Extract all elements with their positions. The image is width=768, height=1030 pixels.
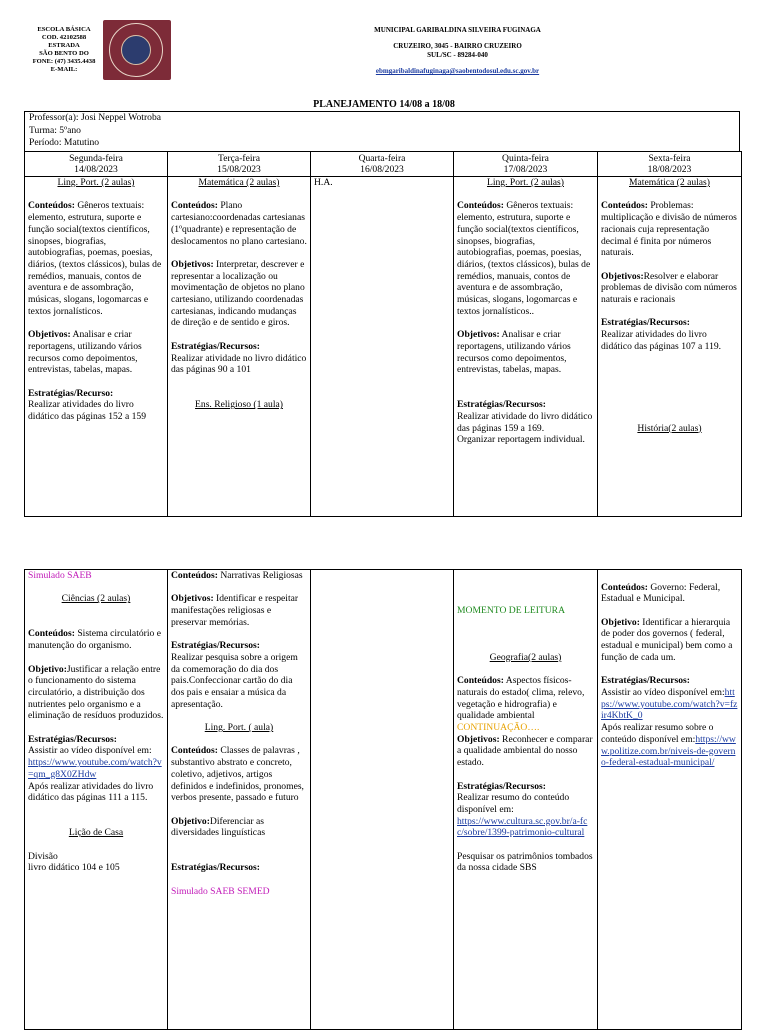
subject-title: Ling. Port. ( aula) <box>204 722 274 734</box>
school-line: ESCOLA BÁSICA <box>37 26 91 33</box>
homework-title: Lição de Casa <box>68 827 124 839</box>
day-header-monday: Segunda-feira 14/08/2023 <box>25 152 168 177</box>
reading-moment: MOMENTO DE LEITURA <box>457 605 566 617</box>
subject-title: Ens. Religioso (1 aula) <box>195 399 283 411</box>
strategies-label: Estratégias/Recursos: <box>171 862 260 874</box>
monday-cell <box>25 177 168 517</box>
objectives: Objetivos: Interpretar, descrever e representar a localização ou movimentação de objetos no plano cartesiano, utilizando coordenadas cartesianas, indicando mudanças de direção e de sentido e giros. <box>171 258 305 329</box>
schedule-table-page1 <box>24 151 742 517</box>
friday-cell <box>598 177 742 517</box>
municipal-info <box>300 26 615 76</box>
thursday-cell <box>454 177 598 517</box>
video-link[interactable]: https://www.youtube.com/watch?v=qm_g8X0ZHdw <box>28 757 162 780</box>
resource-link[interactable]: https://www.politize.com.br/niveis-de-governo-federal-estadual-municipal/ <box>601 733 736 769</box>
school-logo <box>103 20 171 80</box>
subject-title: Geografia(2 aulas) <box>489 651 562 663</box>
strategies: Realizar atividade do livro didático das páginas 159 a 169. <box>457 411 593 434</box>
tuesday-cell <box>168 177 311 517</box>
period: Período: Matutino <box>29 137 100 148</box>
strategies-extra: Pesquisar os patrimônios tombados da nossa cidade SBS <box>457 850 593 874</box>
strategies-label: Estratégias/Recursos: <box>457 780 546 792</box>
thursday-cell <box>454 570 598 1030</box>
objectives: Objetivos: Analisar e criar reportagens, utilizando vários recursos como depoimentos, entrevistas, tabelas, mapas. <box>28 329 142 376</box>
homework-pages: livro didático 104 e 105 <box>28 862 120 874</box>
strategies: Realizar pesquisa sobre a origem da comemoração do dia dos pais.Confeccionar cartão do dia dos pais e ensaiar a música da apresentação. <box>171 651 298 710</box>
resource-link[interactable]: https://www.cultura.sc.gov.br/a-fcc/sobre/1399-patrimonio-cultural <box>457 815 588 839</box>
subject-title: Matemática (2 aulas) <box>198 177 280 188</box>
contents: Conteúdos: Narrativas Religiosas <box>171 570 303 581</box>
strategies-extra: Após realizar atividades do livro didático das páginas 111 a 115. <box>28 780 154 804</box>
strategies-label: Estratégias/Recursos: <box>601 675 690 687</box>
contents: Conteúdos: Governo: Federal, Estadual e Municipal. <box>601 581 721 605</box>
school-line: FONE: (47) 3435.4438 <box>32 58 96 66</box>
strategies: Realizar atividades do livro didático das páginas 107 a 119. <box>601 329 722 352</box>
strategies-label: Estratégias/Recursos: <box>457 399 546 411</box>
day-header-tuesday: Terça-feira 15/08/2023 <box>168 152 311 177</box>
objectives: Objetivo: Identificar a hierarquia de poder dos governos ( federal, estadual e municipal) bem como a função de cada um. <box>601 616 733 663</box>
day-header-thursday: Quinta-feira 17/08/2023 <box>454 152 598 177</box>
municipal-city: SUL/SC - 89284-040 <box>427 51 488 60</box>
objectives: Objetivo:Justificar a relação entre o funcionamento do sistema circulatório, a distribuição dos nutrientes pelo organismo e a eliminação de resíduos produzidos. <box>28 663 164 722</box>
objectives: Objetivos: Analisar e criar reportagens, utilizando vários recursos como depoimentos, entrevistas, tabelas, mapas. <box>457 329 571 376</box>
day-header-wednesday: Quarta-feira 16/08/2023 <box>311 152 454 177</box>
continuation-note: CONTINUAÇÃO…. <box>457 722 540 734</box>
contents: Conteúdos: Gêneros textuais: elemento, estrutura, suporte e função social(textos científicos, sinopses, biografias, autobiografias, poemas, poesias, diários, (textos clássicos), bulas de remédios, manuais, contos de aventura e de assombração, músicas, slogans, logomarcas e textos jornalísticos.. <box>457 200 591 317</box>
strategies-label: Estratégias/Recurso: <box>28 387 114 399</box>
objectives: Objetivos: Reconhecer e comparar a qualidade ambiental do nosso estado. <box>457 733 593 769</box>
strategies: Assistir ao vídeo disponível em: <box>28 745 152 757</box>
homework-topic: Divisão <box>28 850 58 862</box>
objectives: Objetivos: Identificar e respeitar manifestações religiosas e preservar memórias. <box>171 593 299 628</box>
subject-title: Ciências (2 aulas) <box>61 593 131 605</box>
strategies: Realizar resumo do conteúdo disponível em: <box>457 792 570 815</box>
lessons-row <box>25 570 742 1030</box>
school-line: E-MAIL: <box>50 66 78 74</box>
school-line: SÃO BENTO DO <box>39 50 89 58</box>
logo-books-icon <box>121 35 151 65</box>
schedule-table-page2 <box>24 569 742 1030</box>
strategies-label: Estratégias/Recursos: <box>171 640 260 652</box>
teacher: Professor(a): Josi Neppel Wotroba <box>29 112 162 123</box>
objectives: Objetivo:Diferenciar as diversidades linguísticas <box>171 815 266 839</box>
contents: Conteúdos: Classes de palavras , substantivo abstrato e concreto, coletivo, adjetivos, artigos definidos e indefinidos, pronomes, verbos presente, passado e futuro <box>171 745 304 804</box>
strategies-extra: Organizar reportagem individual. <box>457 434 585 446</box>
school-info <box>22 26 106 74</box>
class-name: Turma: 5ºano <box>29 124 81 136</box>
strategies-label: Estratégias/Recursos: <box>601 317 690 329</box>
lessons-row <box>25 177 742 517</box>
monday-cell <box>25 570 168 1030</box>
planning-hours: H.A. <box>314 177 333 188</box>
school-line: COD. 42102588 <box>41 34 87 42</box>
subject-title: Ling. Port. (2 aulas) <box>57 177 135 188</box>
simulado-note: Simulado SAEB <box>28 570 92 581</box>
strategies: Assistir ao vídeo disponível em:https://www.youtube.com/watch?v=fzir4KbtK_0 <box>601 686 738 722</box>
days-header-row <box>25 152 742 177</box>
subject-title: Ling. Port. (2 aulas) <box>486 177 564 188</box>
tuesday-cell <box>168 570 311 1030</box>
school-line: ESTRADA <box>48 42 80 50</box>
class-info <box>24 111 740 151</box>
strategies-extra: Após realizar resumo sobre o conteúdo disponível em:https://www.politize.com.br/niveis-de-governo-federal-estadual-municipal/ <box>601 722 736 769</box>
wednesday-cell <box>311 570 454 1030</box>
strategies-label: Estratégias/Recursos: <box>28 733 117 745</box>
contents: Conteúdos: Plano cartesiano:coordenadas cartesianas (1ºquadrante) e representação de deslocamentos no plano cartesiano. <box>171 200 307 247</box>
strategies-label: Estratégias/Recursos: <box>171 340 260 352</box>
day-header-friday: Sexta-feira 18/08/2023 <box>598 152 742 177</box>
contents: Conteúdos: Aspectos físicos-naturais do estado( clima, relevo, vegetação e hidrografia) e qualidade ambiental <box>457 675 585 722</box>
contents: Conteúdos: Sistema circulatório e manutenção do organismo. <box>28 628 161 652</box>
plan-title: PLANEJAMENTO 14/08 a 18/08 <box>313 99 455 110</box>
municipal-address: CRUZEIRO, 3045 - BAIRRO CRUZEIRO <box>393 42 522 51</box>
objectives: Objetivos:Resolver e elaborar problemas de divisão com números naturais e racionais <box>601 270 737 305</box>
contents: Conteúdos: Gêneros textuais: elemento, estrutura, suporte e função social(textos científicos, sinopses, biografias, autobiografias, poemas, poesias, diários, (textos clássicos), bulas de remédios, manuais, contos de aventura e de assombração, músicas, slogans, logomarcas e textos jornalísticos. <box>28 200 162 317</box>
simulado-note: Simulado SAEB SEMED <box>171 885 270 897</box>
strategies: Realizar atividade no livro didático das páginas 90 a 101 <box>171 352 307 376</box>
video-link[interactable]: https://www.youtube.com/watch?v=fzir4KbtK_0 <box>601 686 738 722</box>
subject-title: Matemática (2 aulas) <box>629 177 710 188</box>
municipal-name: MUNICIPAL GARIBALDINA SILVEIRA FUGINAGA <box>374 26 541 34</box>
subject-title: História(2 aulas) <box>637 422 702 434</box>
wednesday-cell <box>311 177 454 517</box>
friday-cell <box>598 570 742 1030</box>
school-email-link[interactable]: ebmgaribaldinafuginaga@saobentodosul.edu.sc.gov.br <box>375 67 540 76</box>
contents: Conteúdos: Problemas: multiplicação e divisão de números racionais cuja representação decimal é finita por números naturais. <box>601 200 737 259</box>
strategies: Realizar atividades do livro didático das páginas 152 a 159 <box>28 399 147 423</box>
